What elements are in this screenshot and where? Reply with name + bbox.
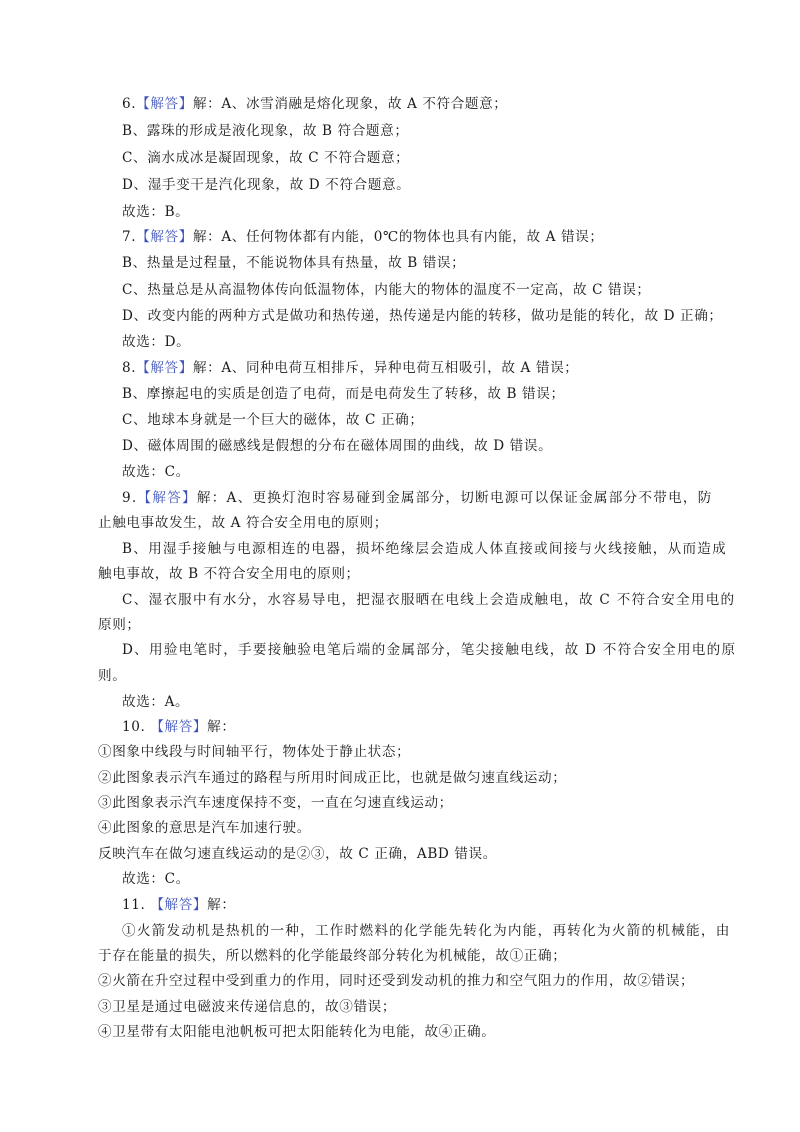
q10-answer-tag: 【解答】 — [150, 719, 208, 735]
q6-option-c: C、滴水成冰是凝固现象，故 C 不符合题意； — [122, 150, 410, 166]
q8-answer-tag: 【解答】 — [136, 360, 193, 376]
q10-number: 10. — [122, 719, 146, 735]
q8-option-c: C、地球本身就是一个巨大的磁体，故 C 正确； — [122, 412, 424, 428]
q6-number: 6. — [122, 96, 137, 112]
q9-option-b-line2: 触电事故，故 B 不符合安全用电的原则； — [98, 566, 360, 582]
q10-answer: 故选：C。 — [122, 871, 190, 887]
q10-conclusion: 反映汽车在做匀速直线运动的是②③，故 C 正确，ABD 错误。 — [98, 846, 497, 862]
q7-heading — [122, 227, 710, 247]
q6-answer: 故选：B。 — [122, 204, 190, 220]
q8-option-b: B、摩擦起电的实质是创造了电荷，而是电荷发生了转移，故 B 错误； — [122, 386, 565, 402]
q11-heading — [122, 895, 710, 915]
q9-option-d-line1: D、用验电笔时，手要接触验电笔后端的金属部分，笔尖接触电线，故 D 不符合安全用电的原 — [122, 642, 737, 658]
q6-option-b: B、露珠的形成是液化现象，故 B 符合题意； — [122, 123, 409, 139]
q7-option-c: C、热量总是从高温物体传向低温物体，内能大的物体的温度不一定高，故 C 错误； — [122, 282, 651, 298]
q11-statement-4: ④卫星带有太阳能电池帆板可把太阳能转化为电能，故④正确。 — [98, 1024, 496, 1040]
q8-option-d: D、磁体周围的磁感线是假想的分布在磁体周围的曲线，故 D 错误。 — [122, 438, 553, 454]
q9-option-d-line2: 则。 — [98, 668, 127, 684]
q11-statement-3: ③卫星是通过电磁波来传递信息的，故③错误； — [98, 999, 397, 1015]
q11-answer-tag: 【解答】 — [150, 897, 208, 913]
q6-option-d: D、湿手变干是汽化现象，故 D 不符合题意。 — [122, 177, 411, 193]
q7-answer: 故选：D。 — [122, 334, 191, 350]
q9-number: 9. — [122, 490, 138, 506]
q8-number: 8. — [122, 360, 137, 376]
q9-option-c-line2: 原则； — [98, 617, 141, 633]
q8-lead: 解：A、同种电荷互相排斥，异种电荷互相吸引，故 A 错误； — [192, 360, 579, 376]
q10-heading — [122, 717, 710, 737]
q8-answer: 故选：C。 — [122, 464, 190, 480]
q10-statement-3: ③此图象表示汽车速度保持不变，一直在匀速直线运动； — [98, 795, 453, 811]
q10-statement-4: ④此图象的意思是汽车加速行驶。 — [98, 820, 311, 836]
q9-option-c-line1: C、湿衣服中有水分，水容易导电，把湿衣服晒在电线上会造成触电，故 C 不符合安全用电的 — [122, 592, 736, 608]
q6-answer-tag: 【解答】 — [136, 96, 193, 112]
q9-answer-tag: 【解答】 — [137, 490, 197, 506]
q10-statement-2: ②此图象表示汽车通过的路程与所用时间成正比，也就是做匀速直线运动； — [98, 770, 567, 786]
q9-answer: 故选：A。 — [122, 694, 190, 710]
q11-statement-1-line1: ①火箭发动机是热机的一种，工作时燃料的化学能先转化为内能，再转化为火箭的机械能，由 — [122, 923, 731, 939]
q7-lead: 解：A、任何物体都有内能，0℃的物体也具有内能，故 A 错误； — [192, 229, 604, 245]
q11-statement-2: ②火箭在升空过程中受到重力的作用，同时还受到发动机的推力和空气阻力的作用，故②错误； — [98, 973, 695, 989]
q6-lead: 解：A、冰雪消融是熔化现象，故 A 不符合题意； — [192, 96, 508, 112]
q9-heading — [122, 488, 713, 508]
q11-statement-1-line2: 于存在能量的损失，所以燃料的化学能最终部分转化为机械能，故①正确； — [98, 948, 567, 964]
q7-number: 7. — [122, 229, 137, 245]
q9-lead: 解：A、更换灯泡时容易碰到金属部分，切断电源可以保证金属部分不带电，防 — [196, 490, 713, 506]
q9-option-b-line1: B、用湿手接触与电源相连的电器，损坏绝缘层会造成人体直接或间接与火线接触，从而造成 — [122, 541, 727, 557]
q7-answer-tag: 【解答】 — [136, 229, 193, 245]
q8-heading — [122, 358, 710, 378]
q9-lead-cont: 止触电事故发生，故 A 符合安全用电的原则； — [98, 515, 388, 531]
q10-lead: 解： — [207, 719, 236, 735]
q6-heading — [122, 94, 710, 114]
q7-option-d: D、改变内能的两种方式是做功和热传递，热传递是内能的转移，做功是能的转化，故 D 正确； — [122, 308, 723, 324]
q10-statement-1: ①图象中线段与时间轴平行，物体处于静止状态； — [98, 744, 411, 760]
q11-number: 11. — [122, 897, 146, 913]
q7-option-b: B、热量是过程量，不能说物体具有热量，故 B 错误； — [122, 255, 466, 271]
q11-lead: 解： — [207, 897, 236, 913]
